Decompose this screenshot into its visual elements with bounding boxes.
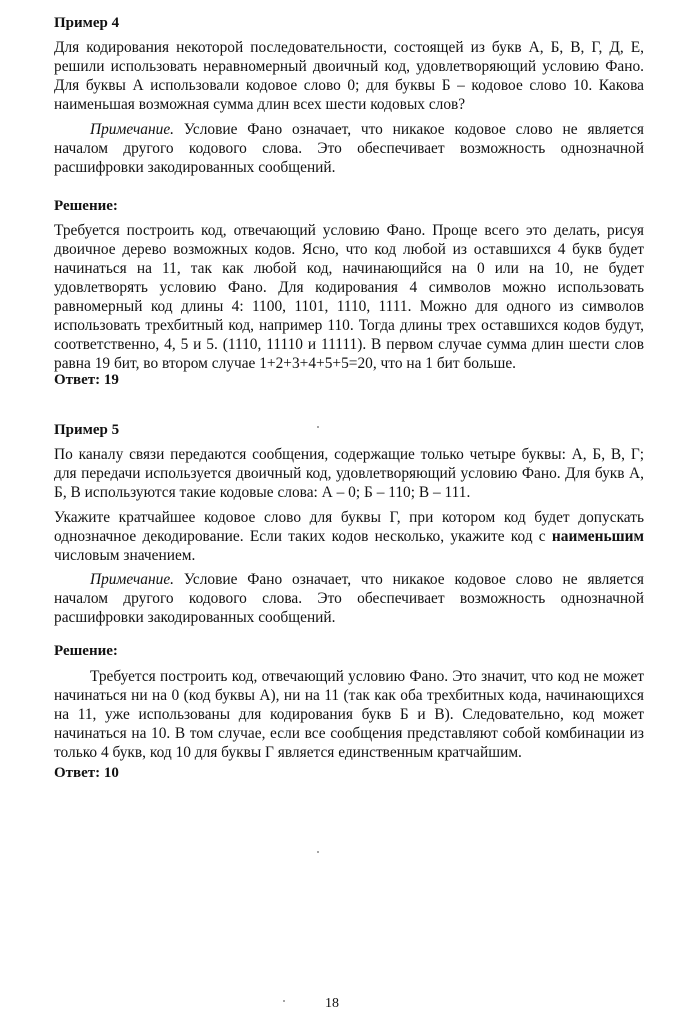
example-5-note xyxy=(54,570,644,627)
scan-speck xyxy=(317,851,319,853)
example-5-problem: По каналу связи передаются сообщения, содержащие только четыре буквы: А, Б, В, Г; для передачи используется двоичный код, удовлетворяющий условию Фано. Для букв А, Б, В используются такие кодовые слова: А – 0; Б – 110; В – 111. xyxy=(54,446,644,501)
scan-speck xyxy=(283,1000,285,1002)
example-4-note xyxy=(54,120,644,177)
example-4-title: Пример 4 xyxy=(54,15,120,31)
example-4-solution-title: Решение: xyxy=(54,198,118,214)
note-text: Условие Фано означает, что никакое кодовое слово не является началом другого кодового слова. Это обеспечивает возможность однозначной расшифровки закодированных сообщений. xyxy=(54,121,644,176)
task-text: Укажите кратчайшее кодовое слово для буквы Г, при котором код будет допускать однозначное декодирование. Если таких кодов несколько, укажите код с xyxy=(54,509,644,545)
task-text-end: числовым значением. xyxy=(54,547,196,564)
example-4-solution: Требуется построить код, отвечающий условию Фано. Проще всего это делать, рисуя двоичное дерево возможных кодов. Ясно, что код любой из оставшихся 4 букв будет начинаться на 11, так как любой код, начинающийся на 0 или на 10, не будет удовлетворять условию Фано. Для кодирования 4 символов можно использовать равномерный код длины 4: 1100, 1101, 1110, 1111. Можно для одного из символов использовать трехбитный код, например 110. Тогда длины трех оставшихся кодов будут, соответственно, 4, 5 и 5. (1110, 11110 и 11111). В первом случае сумма длин шести слов равна 19 бит, во втором случае 1+2+3+4+5+5=20, что на 1 бит больше. xyxy=(54,222,644,372)
example-5-title: Пример 5 xyxy=(54,422,120,438)
example-5-solution: Требуется построить код, отвечающий условию Фано. Это значит, что код не может начинаться ни на 0 (код буквы А), ни на 11 (так как оба трехбитных кода, начинающихся на 11, уже использованы для кодирования букв Б и В). Следовательно, код может начинаться на 10. В том случае, если все сообщения представляют собой комбинации из только 4 букв, код 10 для буквы Г является единственным кратчайшим. xyxy=(54,668,644,761)
page-number: 18 xyxy=(325,996,339,1011)
example-5-solution-title: Решение: xyxy=(54,643,118,659)
example-4-problem: Для кодирования некоторой последовательности, состоящей из букв А, Б, В, Г, Д, Е, решили использовать неравномерный двоичный код, удовлетворяющий условию Фано. Для буквы А использовали кодовое слово 0; для буквы Б – кодовое слово 10. Какова наименьшая возможная сумма длин всех шести кодовых слов? xyxy=(54,39,644,113)
note-label: Примечание. xyxy=(90,121,175,138)
note-text: Условие Фано означает, что никакое кодовое слово не является началом другого кодового слова. Это обеспечивает возможность однозначной расшифровки закодированных сообщений. xyxy=(54,571,644,626)
scan-speck xyxy=(317,426,319,428)
example-4-answer: Ответ: 19 xyxy=(54,372,119,388)
example-5-answer: Ответ: 10 xyxy=(54,765,119,781)
example-5-task xyxy=(54,508,644,565)
note-label: Примечание. xyxy=(90,571,175,588)
task-emphasis: наименьшим xyxy=(551,528,644,545)
